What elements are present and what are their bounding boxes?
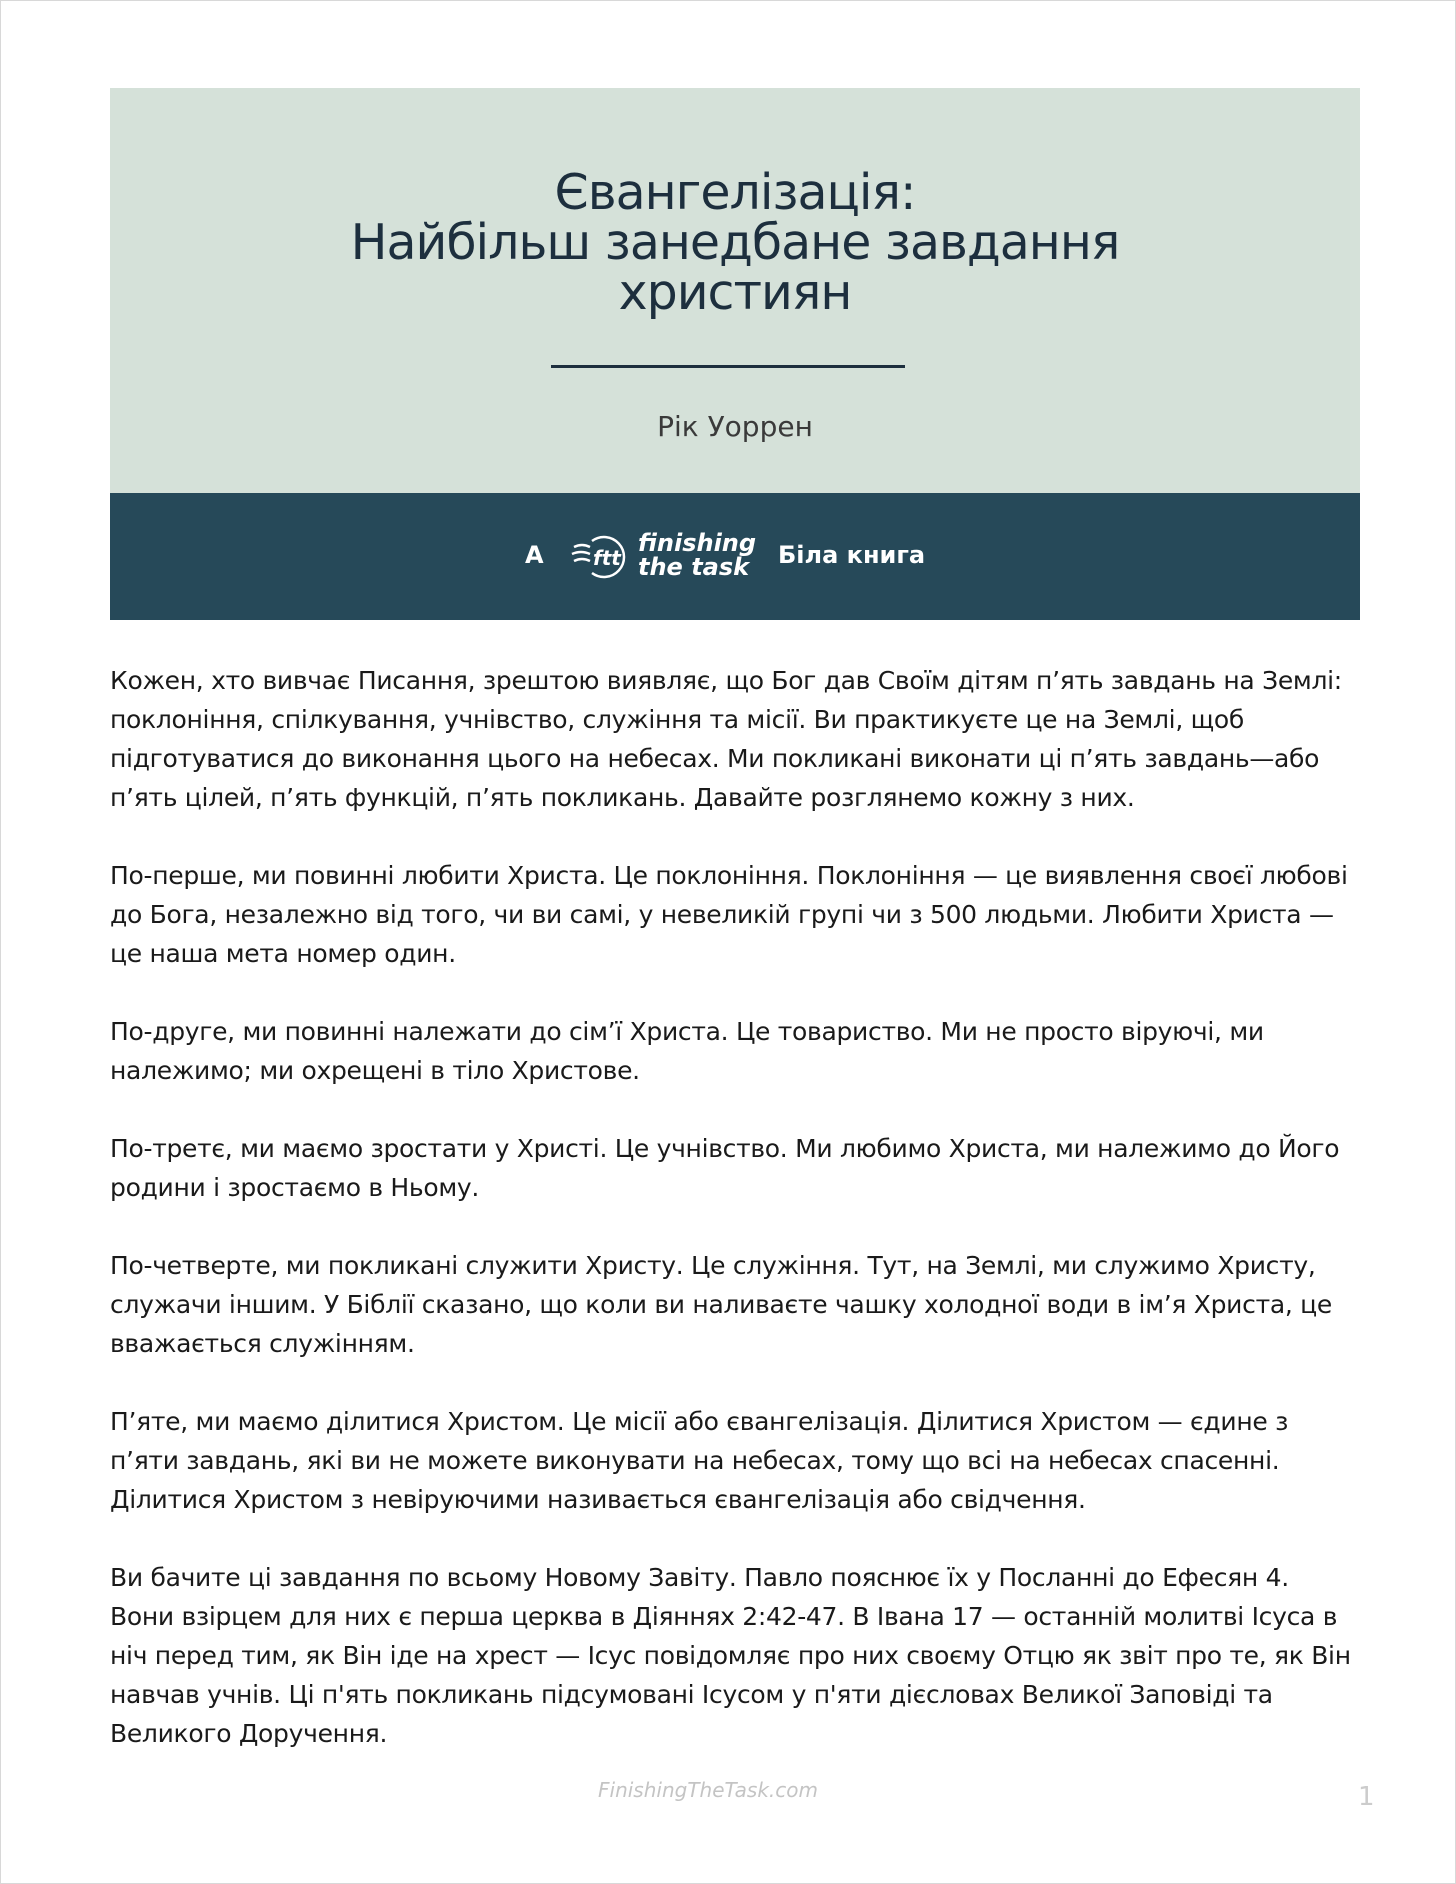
logo-mark-text: ftt [593,546,621,570]
paragraph-2: По-перше, ми повинні любити Христа. Це поклоніння. Поклоніння — це виявлення своєї любові до Бога, незалежно від того, чи ви самі, у невеликій групі чи з 500 людьми. Любити Христа — це наша мета номер один. [110,861,1348,968]
title-line-1: Євангелізація: [554,164,916,221]
page-number: 1 [1358,1782,1375,1812]
logo-line-2: the task [638,553,750,581]
paragraph-7: Ви бачите ці завдання по всьому Новому Завіту. Павло пояснює їх у Посланні до Ефесян 4. Вони взірцем для них є перша церква в Діяннях 2:42-47. В Івана 17 — останній молитві Ісуса в ніч перед тим, як Він іде на хрест — Ісус повідомляє про них своєму Отцю як звіт про те, як Він навчав учнів. Ці п'ять покликань підсумовані Ісусом у п'яти дієсловах Великої Заповіді та Великого Доручення. [110,1563,1351,1748]
title-header [110,88,1360,493]
title-line-2: Найбільш занедбане завдання [350,214,1120,271]
logo-wordmark [638,531,756,579]
paragraph-1: Кожен, хто вивчає Писання, зрештою виявляє, що Бог дав Своїм дітям п’ять завдань на Землі: поклоніння, спілкування, учнівство, служіння та місії. Ви практикуєте це на Землі, щоб підготуватися до виконання цього на небесах. Ми покликані виконати ці п’ять завдань—або п’ять цілей, п’ять функцій, п’ять покликань. Давайте розглянемо кожну з них. [110,666,1342,812]
paragraph-6: П’яте, ми маємо ділитися Христом. Це місії або євангелізація. Ділитися Христом — єдине з п’яти завдань, які ви не можете виконувати на небесах, тому що всі на небесах спасенні. Ділитися Христом з невіруючими називається євангелізація або свідчення. [110,1407,1289,1514]
body-text [110,661,1360,1792]
paragraph-3: По-друге, ми повинні належати до сім’ї Христа. Це товариство. Ми не просто віруючі, ми належимо; ми охрещені в тіло Христове. [110,1017,1264,1085]
author-name: Рік Уоррен [657,410,813,443]
title-divider [551,365,905,368]
footer-website: FinishingTheTask.com [598,1778,818,1802]
paragraph-4: По-третє, ми маємо зростати у Христі. Це учнівство. Ми любимо Христа, ми належимо до Його родини і зростаємо в Ньому. [110,1134,1340,1202]
title-line-3: християн [618,264,852,321]
document-title [110,164,1360,321]
brand-suffix: Біла книга [778,541,926,569]
ftt-logo-icon [570,533,642,581]
brand-prefix: A [525,541,544,569]
paragraph-5: По-четверте, ми покликані служити Христу. Це служіння. Тут, на Землі, ми служимо Христу, служачи іншим. У Біблії сказано, що коли ви наливаєте чашку холодної води в ім’я Христа, це вважається служінням. [110,1251,1332,1358]
brand-bar [110,493,1360,620]
logo-line-1: finishing [638,529,757,557]
